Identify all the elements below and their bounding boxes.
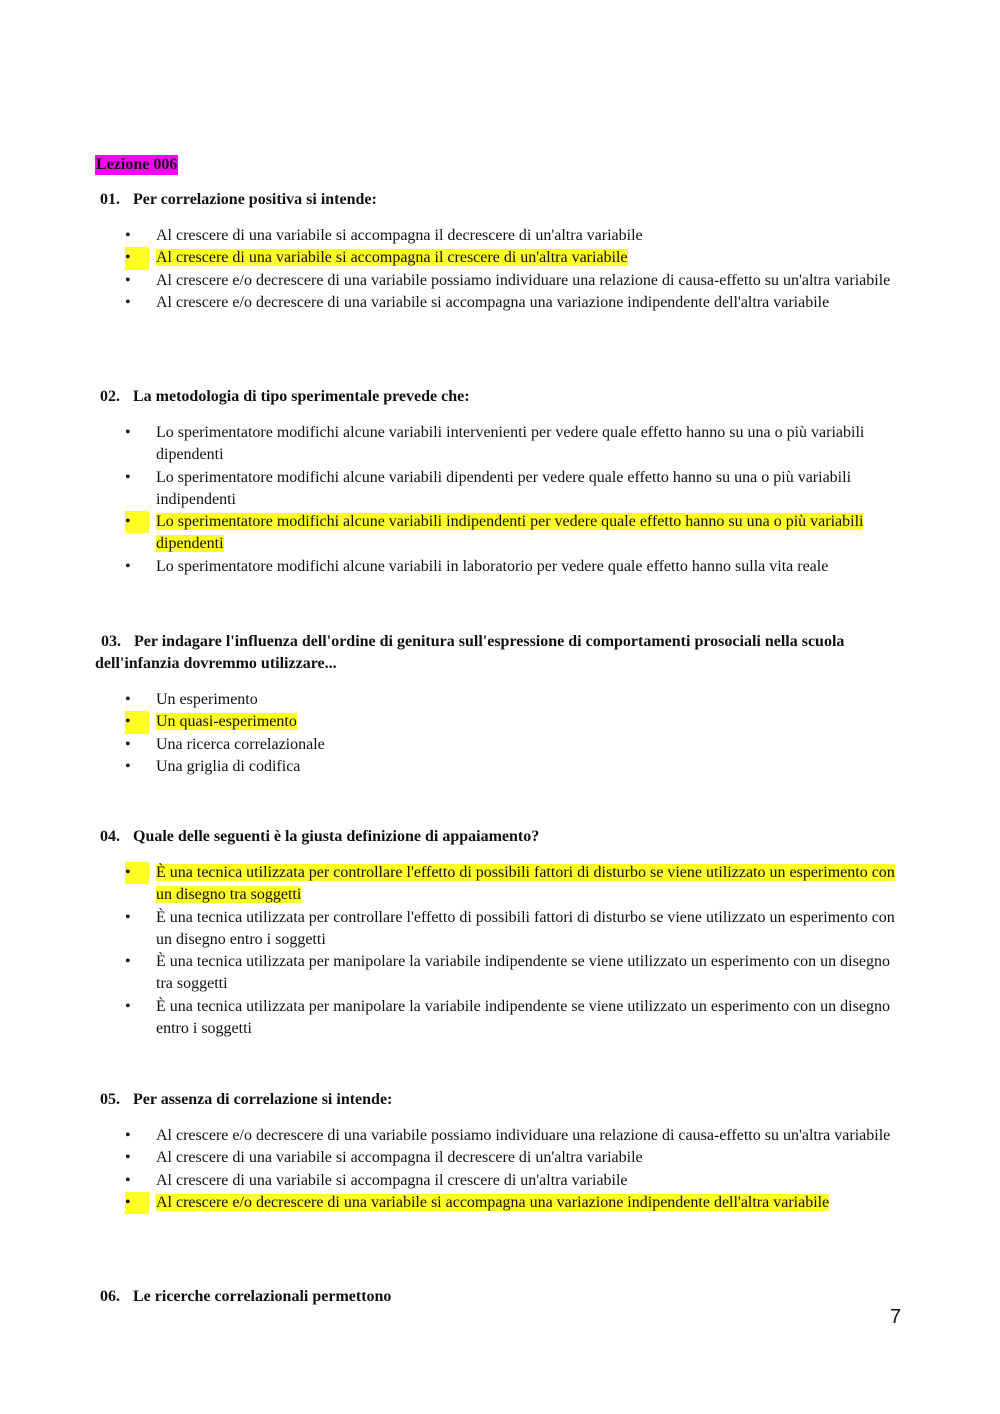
option-text: È una tecnica utilizzata per manipolare la variabile indipendente se viene utilizzato un esperimento con un disegno tra soggetti bbox=[156, 953, 890, 993]
question-title bbox=[95, 386, 905, 408]
bullet-icon: • bbox=[125, 997, 131, 1015]
question-text: Per correlazione positiva si intende: bbox=[133, 191, 377, 208]
option-text: Lo sperimentatore modifichi alcune variabili dipendenti per vedere quale effetto hanno su una o più variabili indipendenti bbox=[156, 468, 852, 508]
options-list bbox=[95, 689, 905, 778]
option-item bbox=[95, 467, 905, 512]
question-number: 01. bbox=[100, 191, 120, 208]
bullet-icon: • bbox=[125, 468, 131, 486]
bullet-icon: • bbox=[125, 862, 149, 884]
question-text: Quale delle seguenti è la giusta definizione di appaiamento? bbox=[133, 828, 540, 845]
option-text: È una tecnica utilizzata per controllare l'effetto di possibili fattori di disturbo se viene utilizzato un esperimento con un disegno entro i soggetti bbox=[156, 908, 895, 948]
question-3 bbox=[95, 631, 905, 778]
option-item bbox=[95, 292, 905, 314]
bullet-icon: • bbox=[125, 557, 131, 575]
option-text: Un esperimento bbox=[156, 691, 258, 708]
bullet-icon: • bbox=[125, 953, 131, 971]
option-item bbox=[95, 1147, 905, 1169]
option-item bbox=[95, 734, 905, 756]
question-1 bbox=[95, 189, 905, 314]
bullet-icon: • bbox=[125, 271, 131, 289]
option-item bbox=[95, 689, 905, 711]
option-item bbox=[95, 907, 905, 952]
lesson-title: Lezione 006 bbox=[96, 156, 178, 173]
option-item bbox=[95, 225, 905, 247]
question-text: Per indagare l'influenza dell'ordine di genitura sull'espressione di comportamenti prosociali nella scuola dell'infanzia dovremmo utilizzare... bbox=[95, 633, 845, 672]
option-item bbox=[95, 422, 905, 467]
option-text: Lo sperimentatore modifichi alcune variabili intervenienti per vedere quale effetto hanno su una o più variabili dipendenti bbox=[156, 424, 865, 464]
option-item bbox=[95, 711, 905, 733]
bullet-icon: • bbox=[125, 1171, 131, 1189]
option-text: Un quasi-esperimento bbox=[156, 713, 297, 731]
option-text: Al crescere di una variabile si accompagna il decrescere di un'altra variabile bbox=[156, 1149, 643, 1167]
bullet-icon: • bbox=[125, 1127, 131, 1144]
option-item bbox=[95, 1170, 905, 1192]
option-text: Una ricerca correlazionale bbox=[156, 735, 325, 753]
option-item bbox=[95, 556, 905, 578]
option-text: Al crescere di una variabile si accompagna il crescere di un'altra variabile bbox=[156, 1171, 628, 1189]
question-6 bbox=[95, 1286, 905, 1308]
bullet-icon: • bbox=[125, 908, 131, 926]
option-text: Al crescere e/o decrescere di una variabile possiamo individuare una relazione di causa-effetto su un'altra variabile bbox=[156, 1127, 891, 1144]
question-text: La metodologia di tipo sperimentale prevede che: bbox=[133, 388, 470, 405]
question-4 bbox=[95, 826, 905, 1040]
option-item bbox=[95, 1192, 905, 1214]
question-5 bbox=[95, 1089, 905, 1214]
option-item bbox=[95, 996, 905, 1041]
question-number: 06. bbox=[100, 1288, 120, 1305]
bullet-icon: • bbox=[125, 424, 131, 441]
option-text: È una tecnica utilizzata per manipolare la variabile indipendente se viene utilizzato un esperimento con un disegno entro i soggetti bbox=[156, 997, 890, 1038]
option-text: Al crescere e/o decrescere di una variabile si accompagna una variazione indipendente dell'altra variabile bbox=[156, 293, 830, 311]
question-number: 04. bbox=[100, 828, 120, 845]
option-text: Al crescere e/o decrescere di una variabile possiamo individuare una relazione di causa-effetto su un'altra variabile bbox=[156, 271, 891, 289]
option-item bbox=[95, 951, 905, 996]
options-list bbox=[95, 862, 905, 1040]
question-title bbox=[95, 1089, 905, 1111]
option-item bbox=[95, 1125, 905, 1147]
page-number: 7 bbox=[890, 1306, 902, 1328]
bullet-icon: • bbox=[125, 227, 131, 244]
bullet-icon: • bbox=[125, 711, 149, 733]
option-item bbox=[95, 270, 905, 292]
option-text: Al crescere di una variabile si accompagna il decrescere di un'altra variabile bbox=[156, 227, 643, 244]
option-text: Al crescere di una variabile si accompagna il crescere di un'altra variabile bbox=[156, 249, 628, 267]
option-item bbox=[95, 756, 905, 778]
bullet-icon: • bbox=[125, 1192, 149, 1214]
options-list bbox=[95, 422, 905, 578]
question-2 bbox=[95, 386, 905, 578]
bullet-icon: • bbox=[125, 691, 131, 708]
question-number: 03. bbox=[101, 633, 121, 650]
option-text: È una tecnica utilizzata per controllare l'effetto di possibili fattori di disturbo se viene utilizzato un esperimento con un disegno tra soggetti bbox=[156, 864, 895, 904]
bullet-icon: • bbox=[125, 757, 131, 775]
question-title bbox=[95, 631, 905, 675]
option-text: Lo sperimentatore modifichi alcune variabili indipendenti per vedere quale effetto hanno su una o più variabili dipendenti bbox=[156, 513, 864, 553]
option-item bbox=[95, 247, 905, 269]
option-text: Lo sperimentatore modifichi alcune variabili in laboratorio per vedere quale effetto hanno sulla vita reale bbox=[156, 557, 829, 575]
bullet-icon: • bbox=[125, 247, 149, 269]
question-text: Le ricerche correlazionali permettono bbox=[133, 1288, 392, 1305]
question-title bbox=[95, 189, 905, 211]
option-item bbox=[95, 862, 905, 907]
question-title bbox=[95, 826, 905, 848]
question-title bbox=[95, 1286, 905, 1308]
option-text: Una griglia di codifica bbox=[156, 757, 301, 775]
question-text: Per assenza di correlazione si intende: bbox=[133, 1091, 393, 1108]
bullet-icon: • bbox=[125, 511, 149, 533]
options-list bbox=[95, 225, 905, 314]
bullet-icon: • bbox=[125, 1149, 131, 1167]
option-text: Al crescere e/o decrescere di una variabile si accompagna una variazione indipendente dell'altra variabile bbox=[156, 1193, 830, 1211]
question-number: 02. bbox=[100, 388, 120, 405]
options-list bbox=[95, 1125, 905, 1214]
question-number: 05. bbox=[100, 1091, 120, 1108]
bullet-icon: • bbox=[125, 293, 131, 311]
option-item bbox=[95, 511, 905, 556]
bullet-icon: • bbox=[125, 735, 131, 753]
